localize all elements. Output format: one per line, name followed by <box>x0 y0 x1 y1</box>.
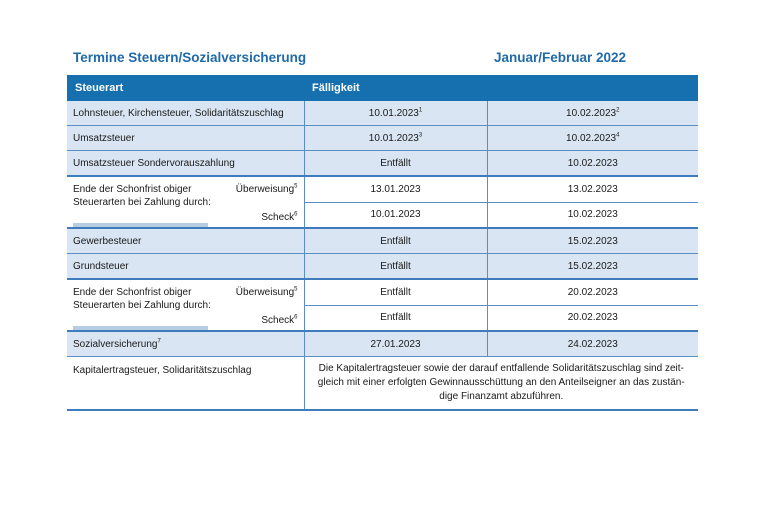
grace-period-row-transfer <box>67 176 698 202</box>
payment-method-cheque: Scheck$^6$ <box>261 211 298 223</box>
due-date-february: 10.02.2023$^2$ <box>487 101 698 126</box>
due-date-january: Entfällt <box>304 151 487 177</box>
due-date-january: Entfällt <box>304 305 487 331</box>
period-title: Januar/Februar 2022 <box>494 50 627 65</box>
group-divider <box>73 326 208 330</box>
row-label: Sozialversicherung$^7$ <box>67 331 304 357</box>
due-date-february: 10.02.2023$^4$ <box>487 126 698 151</box>
table-row <box>67 151 698 177</box>
page-title: Termine Steuern/Sozialversicherung <box>73 50 307 65</box>
due-date-february: 13.02.2023 <box>487 176 698 202</box>
column-header-due-date: Fälligkeit <box>304 75 698 101</box>
due-date-february: 15.02.2023 <box>487 254 698 280</box>
row-label: Gewerbesteuer <box>67 228 304 254</box>
grace-period-label: Ende der Schonfrist obiger Steuerarten bei Zahlung durch: <box>73 287 211 311</box>
payment-method-transfer: Überweisung$^5$ <box>235 286 298 298</box>
row-label: Umsatzsteuer Sondervorauszahlung <box>67 151 304 177</box>
table-header-row <box>67 75 698 101</box>
grace-period-label-cell <box>67 279 304 331</box>
due-date-january: 27.01.2023 <box>304 331 487 357</box>
grace-period-label-cell <box>67 176 304 228</box>
due-date-january: 10.01.2023$^1$ <box>304 101 487 126</box>
due-date-january: 10.01.2023 <box>304 202 487 228</box>
due-date-january: Entfällt <box>304 254 487 280</box>
due-date-february: 10.02.2023 <box>487 202 698 228</box>
due-date-january: 13.01.2023 <box>304 176 487 202</box>
table-row <box>67 126 698 151</box>
due-date-january: 10.01.2023$^3$ <box>304 126 487 151</box>
table-row <box>67 228 698 254</box>
group-divider <box>73 223 208 227</box>
due-date-february: 20.02.2023 <box>487 279 698 305</box>
row-label: Grundsteuer <box>67 254 304 280</box>
due-date-january: Entfällt <box>304 279 487 305</box>
grace-period-label: Ende der Schonfrist obiger Steuerarten bei Zahlung durch: <box>73 184 211 208</box>
row-label: Lohnsteuer, Kirchensteuer, Solidaritätszuschlag <box>67 101 304 126</box>
payment-method-transfer: Überweisung$^5$ <box>235 183 298 195</box>
payment-method-cheque: Scheck$^6$ <box>261 314 298 326</box>
due-date-february: 10.02.2023 <box>487 151 698 177</box>
tax-deadline-table <box>67 75 698 411</box>
table-row <box>67 357 698 411</box>
due-date-february: 20.02.2023 <box>487 305 698 331</box>
row-label: Umsatzsteuer <box>67 126 304 151</box>
due-date-january: Entfällt <box>304 228 487 254</box>
table-row <box>67 101 698 126</box>
table-row <box>67 331 698 357</box>
row-label: Kapitalertragsteuer, Solidaritätszuschlag <box>67 357 304 411</box>
table-row <box>67 254 698 280</box>
due-date-february: 24.02.2023 <box>487 331 698 357</box>
due-date-february: 15.02.2023 <box>487 228 698 254</box>
grace-period-row-transfer <box>67 279 698 305</box>
column-header-tax-type: Steuerart <box>67 75 304 101</box>
capital-gains-note: Die Kapitalertragsteuer sowie der darauf entfallende Solidaritätszuschlag sind zeit-gleich mit einer erfolgten Gewinnausschüttung an den Anteilseigner an das zustän-dige Finanzamt abzuführen. <box>304 357 698 411</box>
